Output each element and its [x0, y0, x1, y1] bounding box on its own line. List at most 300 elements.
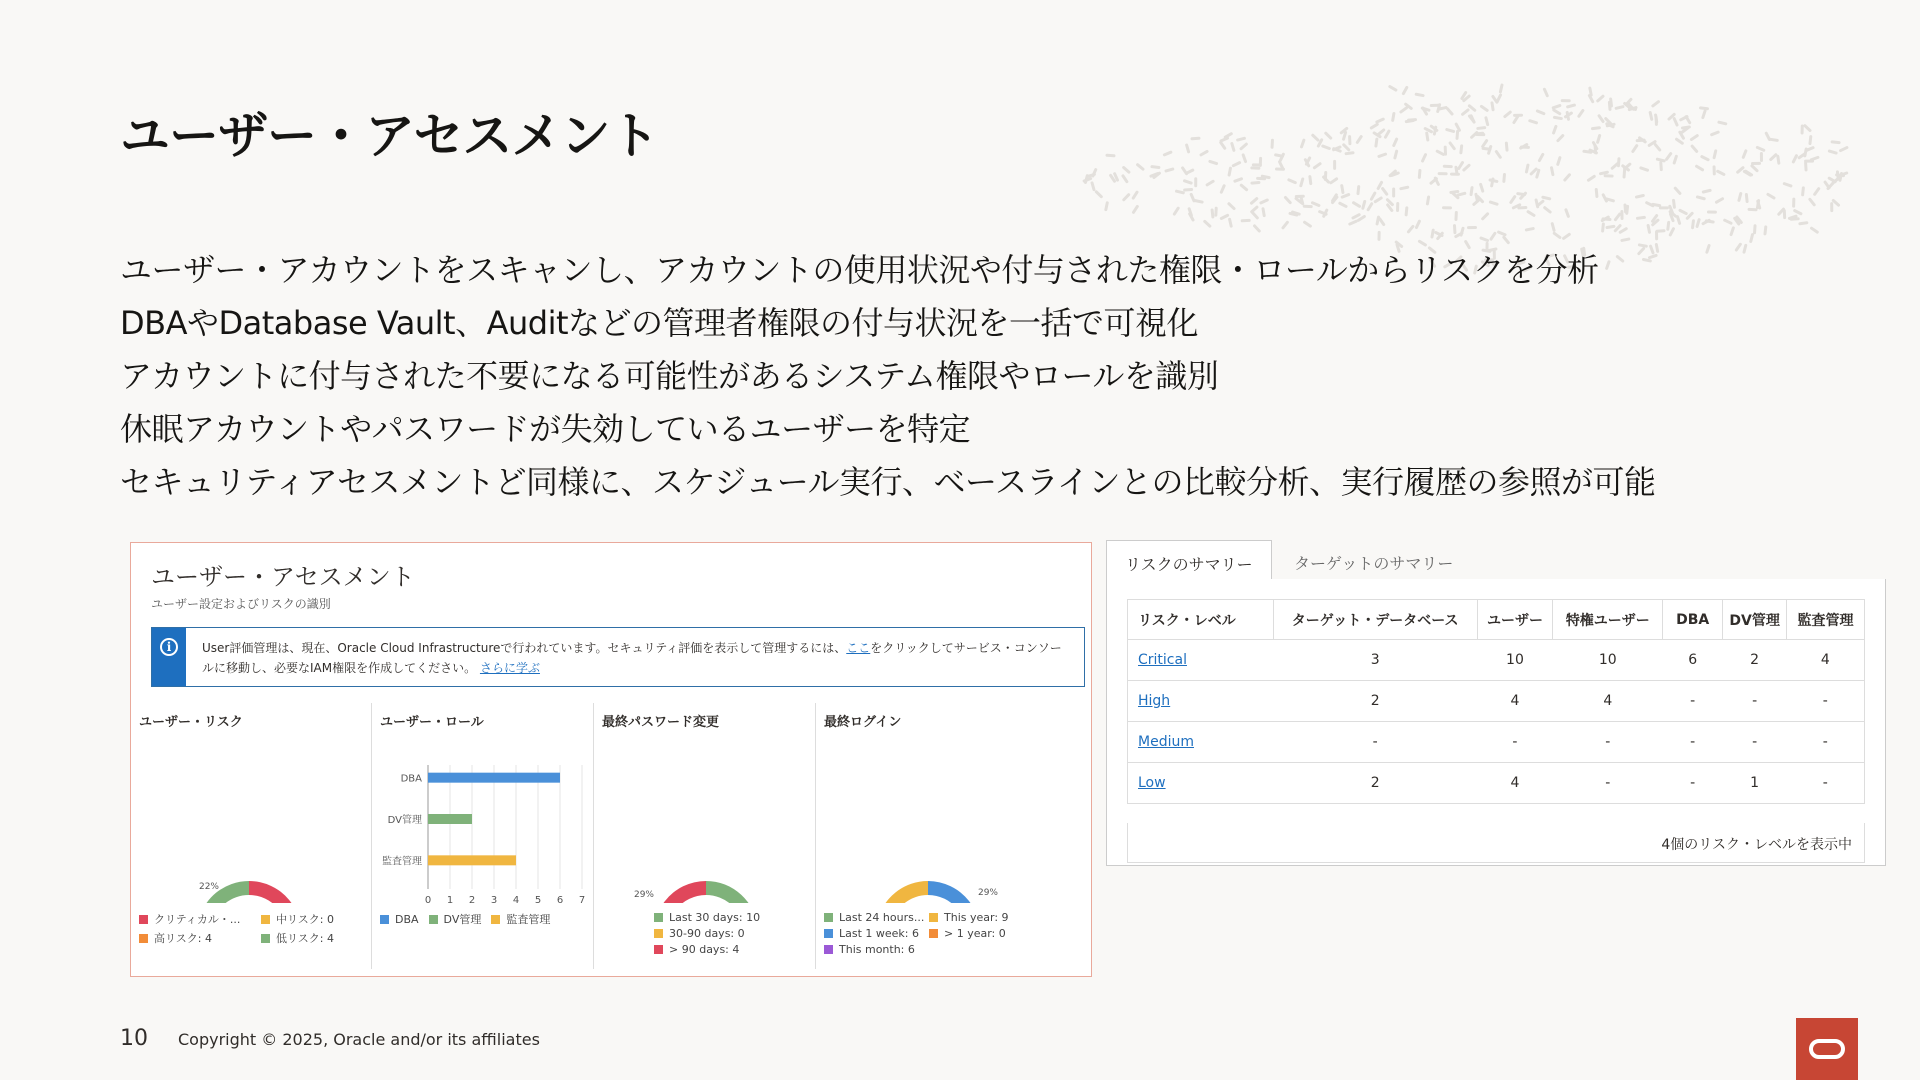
texture-mark [1490, 101, 1494, 111]
texture-mark [1654, 113, 1659, 123]
texture-mark [1252, 163, 1262, 166]
texture-mark [1792, 198, 1795, 208]
texture-mark [1469, 186, 1473, 196]
user-risk-donut [131, 703, 371, 903]
texture-mark [1194, 199, 1204, 204]
info-icon: i [160, 638, 178, 656]
legend-label: DBA [395, 912, 419, 926]
legend-item [139, 930, 261, 946]
legend-item [654, 943, 760, 956]
texture-mark [1564, 208, 1570, 218]
texture-mark [1348, 135, 1351, 145]
legend-swatch [491, 915, 500, 924]
texture-mark [1230, 142, 1236, 152]
texture-mark [1550, 166, 1555, 176]
texture-mark [1414, 219, 1421, 229]
texture-mark [1646, 224, 1651, 234]
tab-target-summary[interactable]: ターゲットのサマリー [1294, 554, 1454, 573]
texture-mark [1348, 219, 1358, 226]
legend-label: 中リスク: 0 [276, 913, 334, 926]
texture-mark [1494, 149, 1502, 159]
risk-level-link[interactable]: High [1128, 681, 1274, 722]
texture-mark [1239, 142, 1249, 151]
texture-mark [1678, 208, 1688, 215]
texture-mark [1455, 130, 1459, 140]
copyright: Copyright © 2025, Oracle and/or its affiliates [178, 1030, 540, 1049]
tab-risk-summary[interactable]: リスクのサマリー [1106, 540, 1272, 580]
texture-mark [1736, 166, 1746, 175]
texture-mark [1636, 216, 1646, 220]
texture-mark [1250, 166, 1260, 169]
texture-mark [1695, 218, 1701, 228]
x-tick-label: 7 [578, 895, 586, 906]
texture-mark [1499, 83, 1504, 93]
texture-mark [1183, 179, 1193, 185]
texture-mark [1312, 162, 1322, 170]
texture-mark [1648, 111, 1653, 121]
column-header[interactable]: リスク・レベル [1128, 600, 1274, 640]
legend-swatch [824, 913, 833, 922]
texture-mark [1502, 173, 1506, 183]
texture-mark [1803, 147, 1808, 157]
texture-mark [1700, 155, 1710, 162]
card-title: 最終パスワード変更 [602, 715, 720, 730]
user-risk-legend [139, 911, 351, 946]
texture-mark [1793, 209, 1803, 216]
texture-mark [1373, 196, 1383, 204]
column-header[interactable]: 特権ユーザー [1553, 600, 1663, 640]
bullet-item: アカウントに付与された不要になる可能性があるシステム権限やロールを識別 [120, 357, 1219, 395]
texture-mark [1566, 103, 1576, 108]
y-tick-label: DBA [400, 773, 422, 785]
texture-mark [1655, 229, 1665, 233]
table-cell: - [1663, 722, 1723, 763]
texture-mark [1614, 105, 1624, 110]
texture-mark [1596, 94, 1605, 103]
legend-swatch [654, 929, 663, 938]
texture-mark [1287, 178, 1297, 185]
texture-mark [1377, 231, 1380, 241]
texture-mark [1659, 161, 1663, 171]
texture-mark [1391, 112, 1396, 122]
last-login-donut [816, 703, 1088, 903]
texture-mark [1121, 174, 1129, 184]
card-title: 最終ログイン [824, 715, 902, 730]
texture-mark [1205, 179, 1215, 187]
texture-mark [1747, 208, 1757, 211]
legend-swatch [929, 929, 938, 938]
texture-mark [1695, 164, 1705, 172]
texture-mark [1552, 231, 1562, 239]
texture-mark [1404, 206, 1408, 216]
legend-swatch [380, 915, 389, 924]
legend-item [429, 911, 482, 927]
texture-mark [1283, 195, 1292, 204]
texture-mark [1804, 161, 1808, 171]
texture-mark [1699, 106, 1709, 110]
texture-mark [1190, 137, 1200, 141]
legend-label: Last 24 hours... [839, 911, 925, 924]
texture-mark [1673, 186, 1682, 195]
legend-item [261, 930, 351, 946]
texture-mark [1635, 194, 1645, 199]
legend-swatch [654, 913, 663, 922]
texture-mark [1591, 126, 1601, 130]
texture-mark [1801, 124, 1804, 134]
texture-mark [1135, 163, 1145, 172]
risk-summary-table [1127, 599, 1865, 804]
texture-mark [1321, 144, 1331, 150]
texture-mark [1537, 152, 1544, 162]
texture-mark [1454, 211, 1458, 221]
texture-mark [1401, 85, 1409, 95]
user-risk-card[interactable] [131, 703, 371, 969]
texture-mark [1430, 228, 1435, 238]
texture-mark [1525, 227, 1535, 232]
texture-mark [1421, 153, 1428, 163]
table-cell: 1 [1723, 763, 1787, 804]
info-text [202, 638, 1072, 678]
texture-mark [1426, 195, 1431, 205]
table-cell: 2 [1273, 763, 1477, 804]
texture-mark [1399, 185, 1409, 190]
texture-mark [1219, 140, 1227, 150]
last-login-card[interactable] [815, 703, 1087, 969]
texture-mark [1122, 193, 1131, 202]
texture-mark [1639, 166, 1649, 172]
column-header[interactable]: DBA [1663, 600, 1723, 640]
table-row [1128, 640, 1865, 681]
texture-mark [1392, 137, 1399, 147]
texture-mark [1104, 201, 1109, 211]
legend-label: This month: 6 [839, 943, 915, 956]
texture-mark [1377, 152, 1387, 158]
bar[interactable] [428, 814, 472, 824]
texture-mark [1723, 218, 1733, 225]
texture-mark [1763, 225, 1767, 235]
texture-mark [1803, 124, 1812, 133]
legend-label: DV管理 [443, 913, 482, 926]
legend-label: This year: 9 [944, 911, 1009, 924]
texture-mark [1701, 109, 1707, 119]
legend-swatch [139, 915, 148, 924]
last-password-legend [654, 911, 760, 956]
table-cell: - [1553, 722, 1663, 763]
texture-mark [1105, 154, 1115, 158]
texture-mark [1479, 236, 1489, 242]
table-cell: - [1477, 722, 1553, 763]
legend-item [491, 911, 550, 927]
texture-mark [1210, 208, 1214, 218]
legend-label: クリティカル・... [154, 913, 241, 926]
legend-item [654, 911, 760, 924]
texture-mark [1712, 149, 1717, 159]
legend-item [261, 911, 351, 927]
texture-mark [1631, 144, 1639, 154]
slide-title: ユーザー・アセスメント [120, 107, 659, 165]
table-cell: 3 [1273, 640, 1477, 681]
table-cell: - [1273, 722, 1477, 763]
texture-mark [1443, 165, 1453, 169]
texture-mark [1497, 230, 1507, 237]
column-header[interactable]: 監査管理 [1787, 600, 1865, 640]
texture-mark [1236, 136, 1246, 141]
table-cell: 4 [1477, 763, 1553, 804]
user-assessment-panel [130, 542, 1092, 977]
texture-mark [1760, 152, 1763, 162]
texture-mark [1745, 193, 1749, 203]
texture-mark [1281, 220, 1290, 230]
texture-mark [1665, 152, 1673, 162]
texture-mark [1597, 114, 1605, 124]
texture-mark [1300, 138, 1306, 148]
legend-label: 低リスク: 4 [276, 932, 334, 945]
learn-more-link[interactable]: さらに学ぶ [479, 661, 540, 675]
texture-mark [1710, 130, 1720, 136]
texture-mark [1476, 126, 1486, 130]
texture-mark [1462, 163, 1471, 172]
texture-mark [1227, 202, 1236, 211]
texture-mark [1340, 184, 1345, 194]
texture-mark [1374, 137, 1378, 147]
table-cell: 4 [1477, 681, 1553, 722]
texture-mark [1750, 164, 1759, 173]
table-cell: - [1663, 681, 1723, 722]
last-password-card[interactable] [593, 703, 815, 969]
texture-mark [1241, 153, 1247, 163]
texture-mark [1393, 149, 1398, 159]
texture-mark [1340, 193, 1350, 199]
risk-level-link[interactable]: Critical [1128, 640, 1274, 681]
texture-mark [1737, 192, 1742, 202]
tab-bar [1106, 540, 1886, 580]
donut-percent-label: 29% [633, 890, 655, 900]
texture-mark [1741, 149, 1747, 159]
legend-swatch [654, 945, 663, 954]
table-row [1128, 763, 1865, 804]
table-cell: - [1723, 722, 1787, 763]
texture-mark [1651, 100, 1661, 108]
texture-mark [1749, 233, 1754, 243]
column-header[interactable]: ユーザー [1477, 600, 1553, 640]
donut-slice[interactable] [654, 881, 706, 903]
legend-item [824, 927, 929, 940]
texture-mark [1172, 206, 1180, 216]
texture-mark [1303, 205, 1313, 208]
texture-mark [1122, 165, 1131, 174]
texture-mark [1299, 177, 1305, 187]
donut-slice[interactable] [928, 881, 980, 903]
texture-mark [1689, 134, 1699, 142]
legend-swatch [429, 915, 438, 924]
texture-mark [1716, 169, 1726, 176]
texture-mark [1535, 109, 1545, 116]
texture-mark [1094, 190, 1103, 199]
legend-swatch [261, 934, 270, 943]
texture-mark [1131, 204, 1139, 214]
texture-mark [1425, 131, 1429, 141]
texture-mark [1620, 237, 1630, 242]
column-header[interactable]: DV管理 [1723, 600, 1787, 640]
texture-mark [1753, 224, 1757, 234]
texture-mark [1830, 140, 1840, 144]
risk-level-link[interactable]: Low [1128, 763, 1274, 804]
texture-mark [1734, 242, 1742, 252]
texture-mark [1249, 197, 1259, 206]
texture-mark [1302, 220, 1312, 228]
texture-mark [1764, 131, 1771, 141]
texture-mark [1150, 165, 1160, 169]
texture-mark [1445, 107, 1454, 117]
texture-mark [1338, 201, 1348, 208]
texture-mark [1561, 99, 1571, 102]
risk-level-link[interactable]: Medium [1128, 722, 1274, 763]
y-tick-label: DV管理 [387, 815, 422, 826]
user-role-bar-chart [372, 703, 594, 908]
texture-mark [1755, 145, 1765, 152]
texture-mark [1604, 174, 1614, 178]
texture-mark [1183, 188, 1193, 192]
texture-mark [1526, 210, 1536, 218]
texture-mark [1194, 177, 1197, 187]
legend-label: 30-90 days: 0 [669, 927, 745, 940]
texture-mark [1509, 195, 1517, 205]
table-row [1128, 681, 1865, 722]
texture-mark [1295, 195, 1305, 198]
donut-percent-label: 22% [198, 882, 220, 892]
texture-mark [1808, 135, 1812, 145]
texture-mark [1605, 225, 1615, 230]
texture-mark [1252, 224, 1261, 233]
texture-mark [1702, 189, 1712, 194]
texture-mark [1208, 160, 1218, 166]
table-cell: 2 [1273, 681, 1477, 722]
legend-label: > 1 year: 0 [944, 927, 1006, 940]
legend-item [824, 911, 929, 924]
texture-mark [1525, 163, 1530, 173]
texture-mark [1713, 165, 1716, 175]
texture-mark [1449, 190, 1459, 194]
bullet-item: DBAやDatabase Vault、Auditなどの管理者権限の付与状況を一括で可視化 [120, 304, 1199, 342]
table-cell: - [1553, 763, 1663, 804]
x-tick-label: 3 [490, 895, 498, 906]
texture-mark [1696, 195, 1706, 200]
texture-mark [1729, 226, 1735, 236]
texture-mark [1467, 226, 1477, 229]
x-tick-label: 5 [534, 895, 542, 906]
texture-mark [1801, 186, 1805, 196]
texture-mark [1361, 200, 1366, 210]
texture-mark [1556, 133, 1565, 142]
bullet-item: ユーザー・アカウントをスキャンし、アカウントの使用状況や付与された権限・ロールからリスクを分析 [120, 251, 1599, 289]
texture-mark [1717, 120, 1727, 125]
texture-mark [1239, 183, 1249, 192]
texture-mark [1782, 182, 1792, 188]
texture-mark [1333, 160, 1336, 170]
texture-mark [1259, 198, 1269, 205]
texture-mark [1219, 184, 1226, 194]
texture-mark [1672, 117, 1679, 127]
texture-mark [1528, 119, 1538, 125]
bar[interactable] [428, 773, 560, 783]
texture-mark [1219, 213, 1229, 220]
texture-mark [1311, 133, 1320, 142]
texture-mark [1366, 202, 1374, 212]
table-cell: - [1787, 681, 1865, 722]
texture-mark [1484, 116, 1489, 126]
texture-mark [1406, 224, 1415, 234]
texture-mark [1513, 114, 1523, 117]
texture-mark [1563, 173, 1572, 182]
texture-mark [1776, 155, 1780, 165]
info-banner [151, 627, 1085, 687]
texture-mark [1791, 154, 1798, 164]
here-link[interactable]: ここ [846, 641, 871, 655]
legend-item [929, 927, 1029, 940]
card-title: ユーザー・ロール [380, 715, 484, 730]
texture-mark [1356, 185, 1360, 195]
texture-mark [1542, 87, 1549, 97]
texture-mark [1256, 177, 1266, 181]
texture-mark [1766, 192, 1776, 200]
donut-slice[interactable] [876, 881, 928, 903]
table-cell: - [1663, 763, 1723, 804]
oracle-ring-icon [1809, 1039, 1845, 1059]
texture-mark [1090, 181, 1096, 191]
info-text-part: をクリックしてサービス・コンソールに移動し、必要なIAM権限を作成してください。 [202, 641, 1062, 675]
legend-swatch [929, 913, 938, 922]
texture-mark [1586, 174, 1596, 182]
texture-mark [1164, 167, 1174, 173]
table-cell: 10 [1553, 640, 1663, 681]
legend-swatch [261, 915, 270, 924]
texture-mark [1445, 128, 1455, 134]
legend-label: > 90 days: 4 [669, 943, 740, 956]
bullet-item: セキュリティアセスメントど同様に、スケジュール実行、ベースラインとの比較分析、実行履歴の参照が可能 [120, 463, 1656, 501]
last-login-legend [824, 911, 1029, 956]
texture-mark [1691, 219, 1695, 229]
risk-summary-panel [1106, 540, 1886, 866]
card-title: ユーザー・リスク [139, 715, 243, 730]
column-header[interactable]: ターゲット・データベース [1273, 600, 1477, 640]
texture-mark [1707, 210, 1717, 213]
bullet-list [120, 244, 1656, 509]
table-cell: 2 [1723, 640, 1787, 681]
panel-title: ユーザー・アセスメント [151, 563, 415, 591]
texture-mark [1481, 139, 1489, 149]
texture-mark [1270, 139, 1274, 149]
texture-mark [1453, 224, 1457, 234]
texture-mark [1199, 149, 1209, 157]
texture-mark [1388, 85, 1398, 93]
texture-mark [1369, 122, 1379, 130]
texture-mark [1418, 169, 1422, 179]
bar[interactable] [428, 855, 516, 865]
texture-mark [1231, 161, 1241, 168]
texture-mark [1355, 135, 1363, 145]
texture-mark [1227, 166, 1232, 176]
tab-body [1106, 579, 1886, 866]
user-role-card[interactable] [371, 703, 593, 969]
texture-mark [1672, 154, 1678, 164]
texture-mark [1430, 104, 1440, 107]
texture-mark [1556, 156, 1562, 166]
texture-mark [1479, 104, 1489, 112]
legend-label: Last 1 week: 6 [839, 927, 920, 940]
texture-mark [1595, 188, 1599, 198]
texture-mark [1488, 200, 1498, 206]
texture-mark [1185, 143, 1191, 153]
